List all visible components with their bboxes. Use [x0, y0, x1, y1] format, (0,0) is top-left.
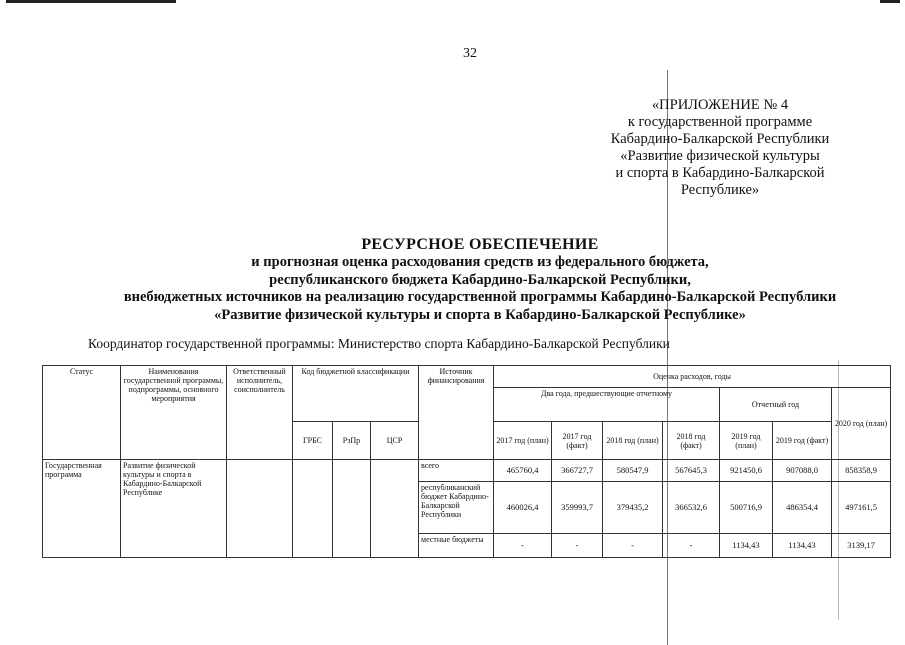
header-rzpr: РзПр [333, 422, 371, 460]
header-expenses: Оценка расходов, годы [494, 366, 891, 388]
value-cell: 460026,4 [494, 482, 552, 534]
value-cell: 366727,7 [552, 460, 603, 482]
header-reporting-year: Отчетный год [720, 388, 832, 422]
header-2020-plan: 2020 год (план) [832, 388, 891, 460]
table-row [43, 460, 891, 482]
header-status: Статус [43, 366, 121, 460]
value-cell: 1134,43 [720, 534, 773, 558]
value-cell: 567645,3 [663, 460, 720, 482]
value-cell: 3139,17 [832, 534, 891, 558]
value-cell: - [603, 534, 663, 558]
resource-table [42, 365, 891, 558]
header-year: 2019 год (план) [720, 422, 773, 460]
appendix-line: и спорта в Кабардино-Балкарской [615, 165, 825, 181]
value-cell: 580547,9 [603, 460, 663, 482]
rzpr-cell [333, 460, 371, 558]
header-source: Источник финансирования [419, 366, 494, 460]
header-name: Наименования государственной программы, подпрограммы, основного мероприятия [121, 366, 227, 460]
header-year: 2018 год (план) [603, 422, 663, 460]
document-title [60, 236, 900, 324]
value-cell: 359993,7 [552, 482, 603, 534]
value-cell: 1134,43 [773, 534, 832, 558]
source-cell: всего [419, 460, 494, 482]
header-year: 2019 год (факт) [773, 422, 832, 460]
value-cell: 497161,5 [832, 482, 891, 534]
header-budget-code: Код бюджетной классификации [293, 366, 419, 422]
source-cell: республиканский бюджет Кабардино-Балкарской Республики [419, 482, 494, 534]
appendix-line: «ПРИЛОЖЕНИЕ № 4 [651, 97, 789, 113]
header-grbs: ГРБС [293, 422, 333, 460]
page-number: 32 [463, 46, 477, 61]
appendix-line: «Развитие физической культуры [620, 148, 820, 164]
scan-artifact-top-right [880, 0, 900, 3]
appendix-line: к государственной программе [627, 114, 813, 130]
title-line: республиканского бюджета Кабардино-Балкарской Республики, [269, 271, 691, 288]
status-cell: Государственная программа [43, 460, 121, 558]
value-cell: - [552, 534, 603, 558]
value-cell: 500716,9 [720, 482, 773, 534]
header-two-years: Два года, предшествующие отчетному [494, 388, 720, 422]
value-cell: 465760,4 [494, 460, 552, 482]
program-name-cell: Развитие физической культуры и спорта в Кабардино-Балкарской Республике [121, 460, 227, 558]
header-year: 2018 год (факт) [663, 422, 720, 460]
header-year: 2017 год (факт) [552, 422, 603, 460]
appendix-header [570, 97, 870, 199]
coordinator-line: Координатор государственной программы: Министерство спорта Кабардино-Балкарской Республики [88, 336, 670, 351]
csr-cell [371, 460, 419, 558]
value-cell: 486354,4 [773, 482, 832, 534]
value-cell: 858358,9 [832, 460, 891, 482]
appendix-line: Республике» [680, 182, 760, 198]
value-cell: 379435,2 [603, 482, 663, 534]
header-csr: ЦСР [371, 422, 419, 460]
source-cell: местные бюджеты [419, 534, 494, 558]
title-main: РЕСУРСНОЕ ОБЕСПЕЧЕНИЕ [361, 236, 599, 253]
title-line: и прогнозная оценка расходования средств из федерального бюджета, [251, 254, 709, 270]
value-cell: 921450,6 [720, 460, 773, 482]
appendix-line: Кабардино-Балкарской Республики [610, 131, 830, 147]
value-cell: - [663, 534, 720, 558]
header-executor: Ответственный исполнитель, соисполнитель [227, 366, 293, 460]
header-year: 2017 год (план) [494, 422, 552, 460]
title-line: внебюджетных источников на реализацию государственной программы Кабардино-Балкарской Республики [123, 289, 837, 305]
title-line: «Развитие физической культуры и спорта в Кабардино-Балкарской Республике» [214, 306, 746, 323]
value-cell: 366532,6 [663, 482, 720, 534]
value-cell: 907088,0 [773, 460, 832, 482]
scan-artifact-top-left [6, 0, 176, 3]
grbs-cell [293, 460, 333, 558]
value-cell: - [494, 534, 552, 558]
executor-cell [227, 460, 293, 558]
